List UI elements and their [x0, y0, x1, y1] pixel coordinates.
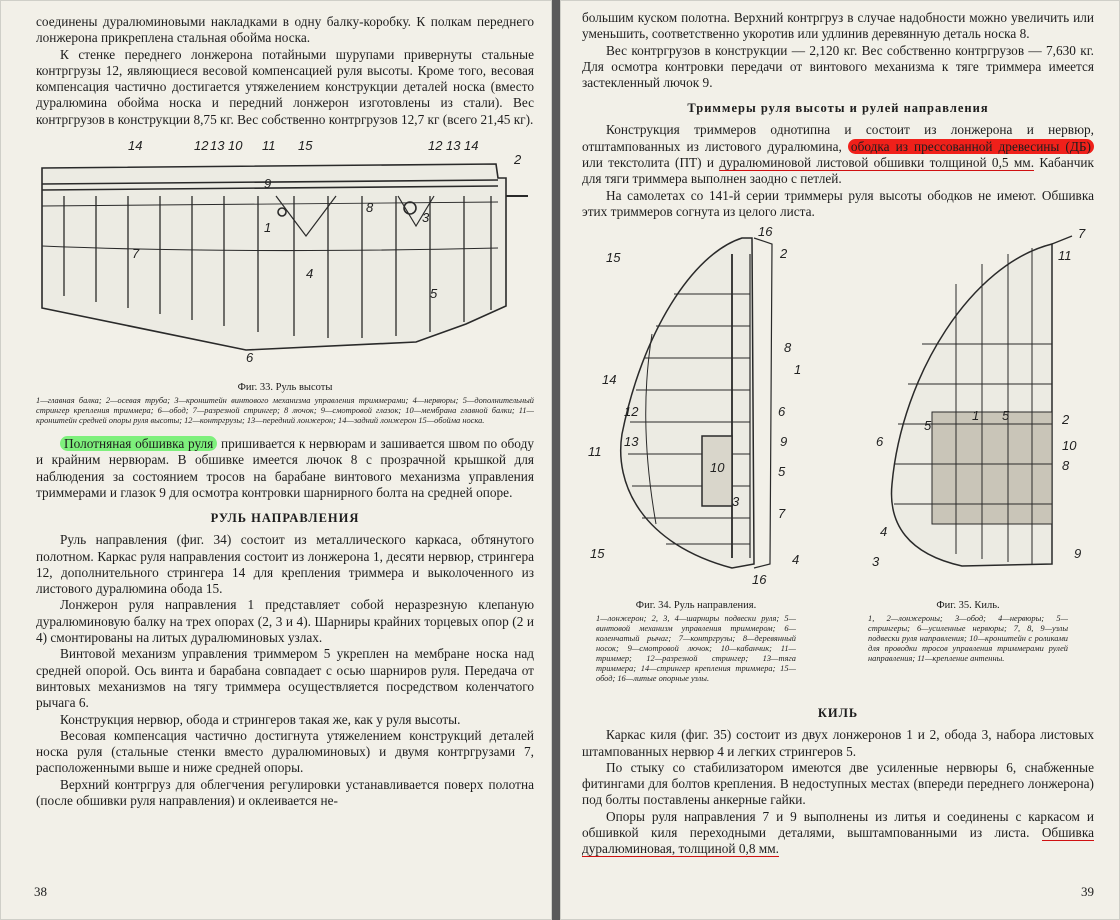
- paragraph: Лонжерон руля направления 1 представляет собой неразрезную клепаную дуралюминовую балку на трех опорах (2, 3 и 4). Шарниры крайних торцевых опор (2 и 4) смонтированы на литых дуралюминовых узлах.: [36, 597, 534, 646]
- figure-callout-number: 7: [132, 246, 140, 262]
- paragraph: Руль направления (фиг. 34) состоит из металлического каркаса, обтянутого полотном. Каркас руля направления состоит из лонжерона 1, десяти нервюр, стрингера 12, дополнительного стрингера 14 для крепления триммера и выколоченного из листового дуралюмина обода 15.: [36, 532, 534, 597]
- figure-callout-number: 8: [366, 200, 374, 216]
- figure-callout-number: 12: [624, 404, 639, 420]
- figure-callout-number: 4: [792, 552, 800, 568]
- figure-callout-number: 6: [876, 434, 884, 450]
- figure-callout-number: 14: [128, 138, 143, 154]
- figure-callout-number: 6: [246, 350, 254, 366]
- green-highlight: Полотняная обшивка руля: [60, 436, 217, 451]
- figure-callout-number: 11: [588, 444, 602, 460]
- page-number: 38: [34, 884, 47, 899]
- section-heading: Триммеры руля высоты и рулей направления: [687, 101, 989, 116]
- paragraph: Конструкция нервюр, обода и стрингеров такая же, как у руля высоты.: [60, 711, 461, 727]
- figure-34-legend: 1—лонжерон; 2, 3, 4—шарниры подвески руля; 5—винтовой механизм управления триммером; 6—коленчатый рычаг; 7—контргрузы; 8—деревянный носок; 9—смотровой лючок; 10—кабанчик; 11—триммер; 12—разрезной стрингер; 13—тяга триммера; 14—стрингер крепления триммера; 15—обод; 16—литые опорные узлы.: [596, 614, 796, 684]
- figure-callout-number: 10: [710, 460, 725, 476]
- figure-35-fin: [852, 224, 1102, 584]
- paragraph-annotated: [582, 122, 1094, 187]
- figure-34-caption: Фиг. 34. Руль направления.: [635, 600, 757, 612]
- red-underline: дуралюминовой листовой обшивки толщиной 0,5 мм.: [719, 155, 1035, 171]
- figure-callout-number: 11: [262, 138, 276, 154]
- figure-callout-number: 15: [606, 250, 621, 266]
- paragraph: Винтовой механизм управления триммером 5 укреплен на мембране носка над средней опорой. Ось винта и барабана совпадает с осью шарниров руля. Передача от винтовых механизмов на тягу триммера осуществляется посредством коленчатого рычага 6.: [36, 646, 534, 711]
- figure-callout-number: 9: [1074, 546, 1082, 562]
- figure-callout-number: 7: [778, 506, 786, 522]
- figure-35-legend: 1, 2—лонжероны; 3—обод; 4—нервюры; 5—стрингеры; 6—усиленные нервюры; 7, 8, 9—узлы подвески руля направления; 10—кронштейн с роликами для проводки тросов управления триммерами рулей направления; 11—крепление антенны.: [868, 614, 1068, 664]
- figure-callout-number: 1: [972, 408, 980, 424]
- book-gutter: [552, 0, 560, 920]
- figure-callout-number: 4: [306, 266, 314, 282]
- figure-callout-number: 6: [778, 404, 786, 420]
- page-right: [560, 0, 1120, 920]
- paragraph: На самолетах со 141-й серии триммеры руля высоты ободков не имеют. Обшивка этих триммеров согнута из целого листа.: [582, 187, 1094, 219]
- page-number: 39: [1081, 884, 1094, 899]
- figure-33-elevator: [36, 136, 534, 376]
- paragraph: К стенке переднего лонжерона потайными шурупами привернуты стальные контргрузы 12, являющиеся весовой компенсацией руля высоты. Кроме того, весовая компенсация частично достигается утяжелением конструкции деталей носка (вместо дуралюмина обойма носка и передний лонжерон изготовлены из стали). Вес контргрузов в конструкции 8,75 кг. Вес собственно контргрузов 12,7 кг (всего 21,45 кг).: [36, 46, 534, 127]
- figure-callout-number: 13: [446, 138, 461, 154]
- paragraph: Весовая компенсация частично достигнута утяжелением конструкций деталей носка руля (стальные стенки вместо дуралюминовых) и двумя контргрузами 7, расположенными выше и ниже средней опоры.: [36, 727, 534, 776]
- paragraph: По стыку со стабилизатором имеются две усиленные нервюры 6, снабженные фитингами для болтов крепления. В недоступных местах (впереди переднего лонжерона) под болты поставлены анкерные гайки.: [582, 759, 1094, 808]
- paragraph: Каркас киля (фиг. 35) состоит из двух лонжеронов 1 и 2, обода 3, набора листовых штампованных нервюр 4 и легких стрингеров 5.: [582, 727, 1094, 759]
- section-heading: РУЛЬ НАПРАВЛЕНИЯ: [210, 511, 360, 526]
- figure-callout-number: 7: [1078, 226, 1086, 242]
- figure-callout-number: 5: [924, 418, 932, 434]
- paragraph-text: Опоры руля направления 7 и 9 выполнены из литья и соединены с каркасом и обшивкой киля переходными деталями, выштампованными из листа.: [582, 808, 1094, 841]
- paragraph: соединены дуралюминовыми накладками в одну балку-коробку. К полкам переднего лонжерона прикреплена стальная обойма носка.: [36, 14, 534, 46]
- page-left: [0, 0, 552, 920]
- figure-callout-number: 12: [428, 138, 443, 154]
- figure-callout-number: 15: [590, 546, 605, 562]
- figure-callout-number: 16: [758, 224, 773, 240]
- figure-35-caption-block: [868, 594, 1068, 674]
- figure-34-caption-block: [596, 594, 796, 694]
- figure-callout-number: 8: [784, 340, 792, 356]
- figure-callout-number: 3: [732, 494, 740, 510]
- section-heading: КИЛЬ: [817, 706, 859, 721]
- figure-callout-number: 4: [880, 524, 888, 540]
- paragraph-highlighted: [36, 436, 534, 501]
- figure-callout-number: 16: [752, 572, 767, 585]
- figure-33-legend: 1—главная балка; 2—осевая труба; 3—кронштейн винтового механизма управления триммерами; 4—нервюры; 5—дополнительный стрингер крепления триммера; 6—обод; 7—разрезной стрингер; 8 лючок; 9—смотровой глазок; 10—мембрана главной балки; 11—кронштейн средней опоры руля высоты; 12—контргрузы; 13—передний лонжерон; 14—задний лонжерон 15—обойма носка.: [36, 396, 534, 426]
- figure-callout-number: 5: [1002, 408, 1010, 424]
- figure-callout-number: 12: [194, 138, 209, 154]
- figure-callout-number: 14: [602, 372, 617, 388]
- paragraph: Верхний контргруз для облегчения регулировки устанавливается поверх полотна (после обшивки руля направления) и оклеивается не-: [36, 776, 534, 809]
- figure-callout-number: 10: [1062, 438, 1077, 454]
- figure-callout-number: 15: [298, 138, 313, 154]
- figure-callout-number: 2: [514, 152, 522, 168]
- figure-callout-number: 10: [228, 138, 243, 154]
- figure-callout-number: 13: [210, 138, 225, 154]
- figure-callout-number: 5: [430, 286, 438, 302]
- figures-34-35: [582, 224, 1094, 684]
- figure-callout-number: 1: [794, 362, 802, 378]
- figure-callout-number: 3: [872, 554, 880, 570]
- paragraph: Вес контргрузов в конструкции — 2,120 кг. Вес собственно контргрузов — 7,630 кг. Для осмотра контровки передачи от винтового механизма к тяге триммера имеется застекленный лючок 9.: [582, 42, 1094, 91]
- paragraph-annotated: [582, 809, 1094, 858]
- figure-callout-number: 5: [778, 464, 786, 480]
- paragraph: большим куском полотна. Верхний контргруз в случае надобности можно увеличить или уменьшить, соответственно укоротив или удлинив деревянную деталь носка 8.: [582, 10, 1094, 42]
- paragraph-text: или текстолита (ПТ) и: [582, 155, 720, 171]
- figure-callout-number: 2: [780, 246, 788, 262]
- figure-callout-number: 3: [422, 210, 430, 226]
- figure-callout-number: 9: [780, 434, 788, 450]
- red-highlight: ободка из прессованной древесины (ДБ): [848, 139, 1094, 154]
- figure-35-caption: Фиг. 35. Киль.: [936, 600, 1000, 612]
- paragraph-text: Кабанчик для тяги триммера выполнен заодно с петлей.: [582, 155, 1095, 187]
- figure-callout-number: 13: [624, 434, 639, 450]
- figure-callout-number: 2: [1062, 412, 1070, 428]
- figure-callout-number: 14: [464, 138, 479, 154]
- figure-callout-number: 9: [264, 176, 272, 192]
- figure-callout-number: 11: [1058, 248, 1072, 264]
- figure-callout-number: 1: [264, 220, 272, 236]
- red-underline: Обшивка дуралюминовая, толщиной 0,8 мм.: [582, 825, 1094, 857]
- figure-33-caption: Фиг. 33. Руль высоты: [237, 382, 333, 394]
- figure-callout-number: 8: [1062, 458, 1070, 474]
- paragraph-text: пришивается к нервюрам и зашивается швом по ободу и крайним нервюрам. В обшивке имеется лючок 8 с прозрачной крышкой для наблюдения за состоянием тросов на барабане винтового механизма управления триммерами и глазок 9 для осмотра контровки шарнирного болта на средней опоре.: [36, 436, 534, 500]
- paragraph-text: Конструкция триммеров однотипна и состоит из лонжерона и нервюр, отштампованных из листового дуралюмина,: [582, 122, 1094, 154]
- figure-34-rudder: [582, 224, 832, 584]
